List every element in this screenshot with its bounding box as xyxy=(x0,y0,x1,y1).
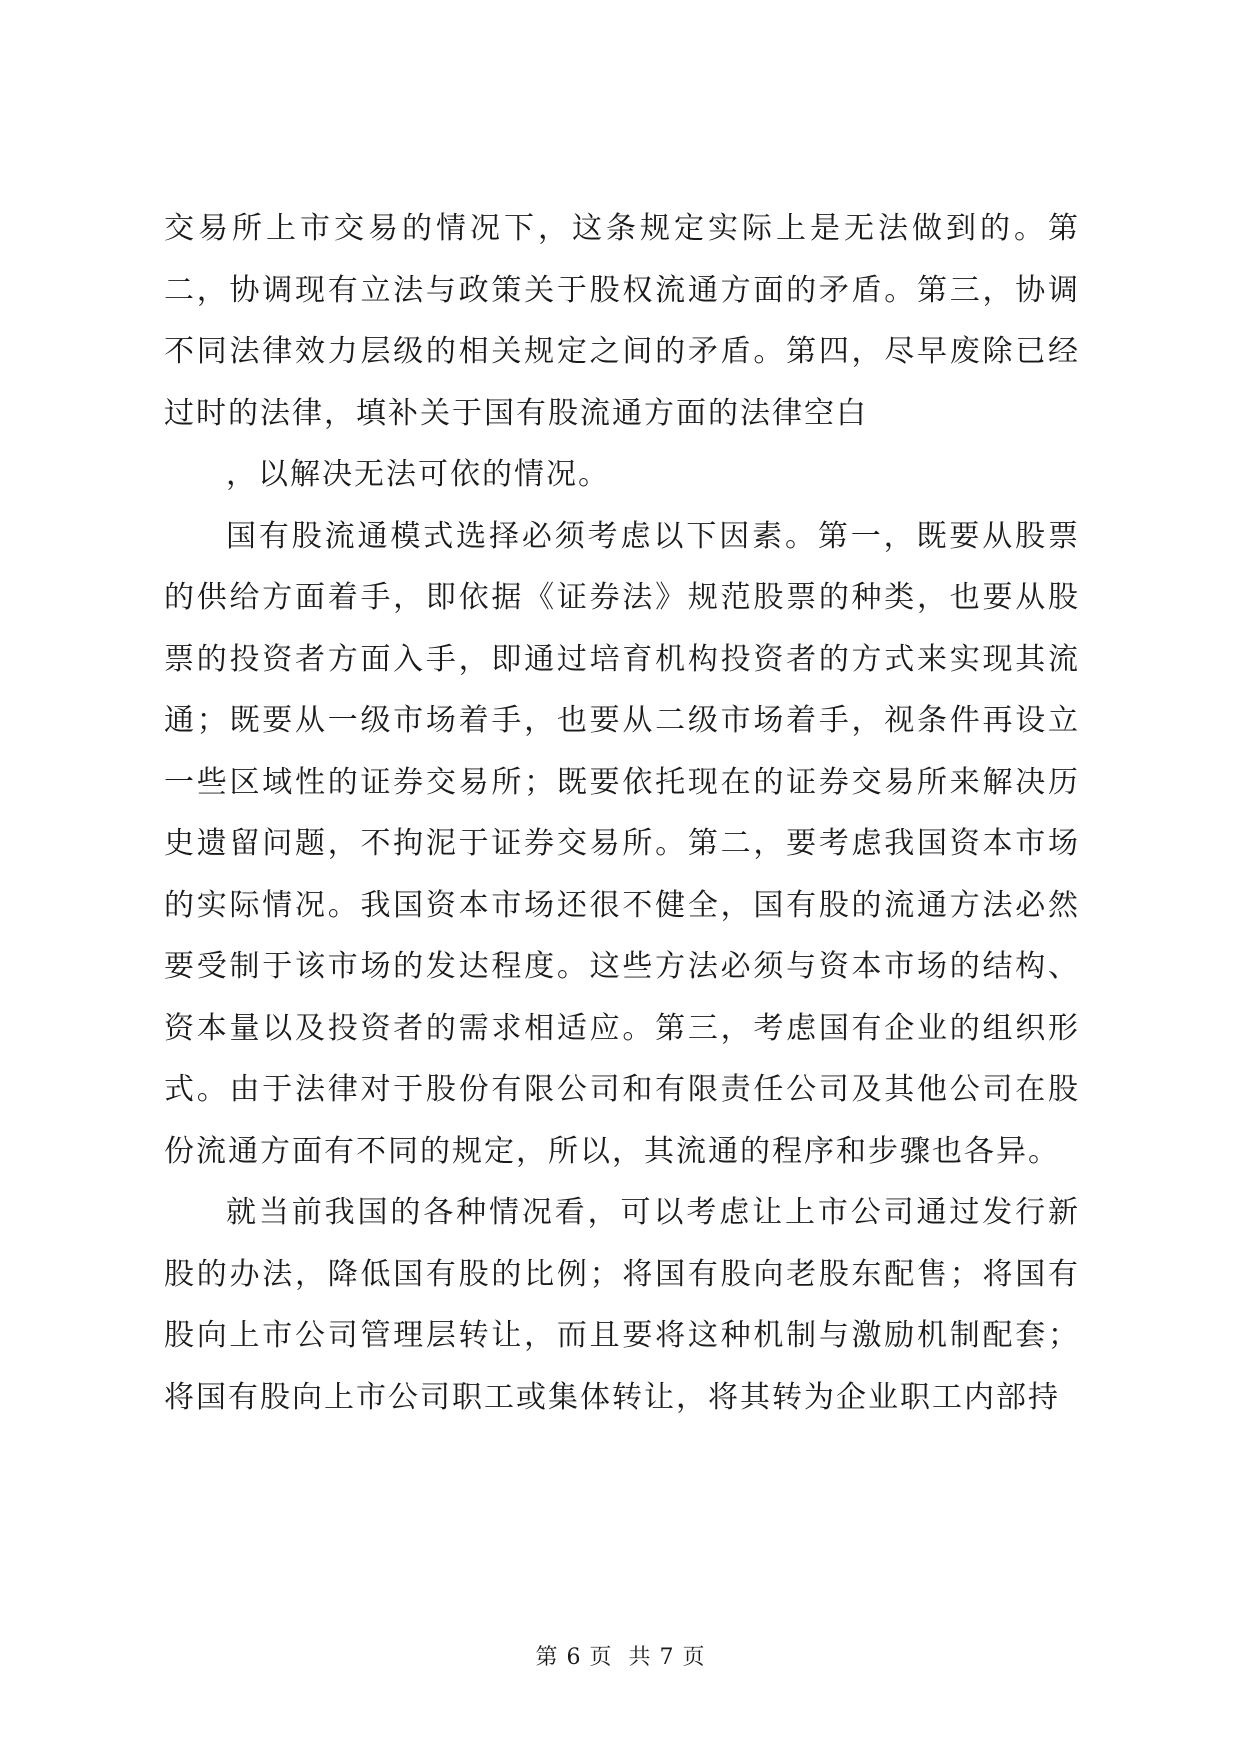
paragraph-2: ，以解决无法可依的情况。 xyxy=(226,457,610,492)
paragraph-4: 就当前我国的各种情况看，可以考虑让上市公司通过发行新股的办法，降低国有股的比例；将国有股向老股东配售；将国有股向上市公司管理层转让，而且要将这种机制与激励机制配套；将国有股向上市公司职工或集体转让，将其转为企业职工内部持 xyxy=(164,1195,1080,1415)
paragraph-1: 交易所上市交易的情况下，这条规定实际上是无法做到的。第二，协调现有立法与政策关于股权流通方面的矛盾。第三，协调不同法律效力层级的相关规定之间的矛盾。第四，尽早废除已经过时的法律，填补关于国有股流通方面的法律空白 xyxy=(164,211,1080,431)
page-total: 共 7 页 xyxy=(628,1645,706,1670)
paragraph-3: 国有股流通模式选择必须考虑以下因素。第一，既要从股票的供给方面着手，即依据《证券法》规范股票的种类，也要从股票的投资者方面入手，即通过培育机构投资者的方式来实现其流通；既要从一级市场着手，也要从二级市场着手，视条件再设立一些区域性的证券交易所；既要依托现在的证券交易所来解决历史遗留问题，不拘泥于证券交易所。第二，要考虑我国资本市场的实际情况。我国资本市场还很不健全，国有股的流通方法必然要受制于该市场的发达程度。这些方法必须与资本市场的结构、资本量以及投资者的需求相适应。第三，考虑国有企业的组织形式。由于法律对于股份有限公司和有限责任公司及其他公司在股份流通方面有不同的规定，所以，其流通的程序和步骤也各异。 xyxy=(164,518,1080,1169)
page-footer xyxy=(0,1640,1241,1671)
page-number: 第 6 页 xyxy=(535,1645,613,1670)
document-body xyxy=(164,198,1080,1428)
